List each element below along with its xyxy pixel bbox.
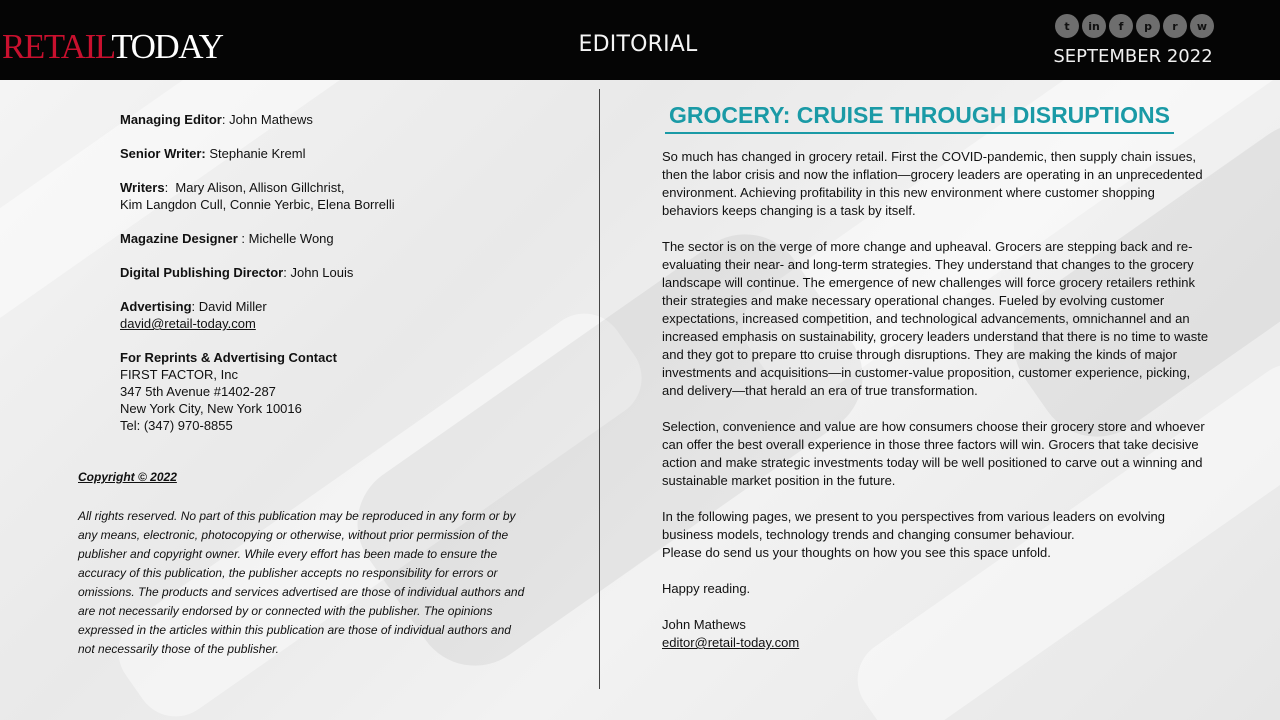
reprints-address-1: 347 5th Avenue #1402-287 [120,384,276,399]
senior-writer-label: Senior Writer: [120,146,206,161]
top-bar [0,0,1280,80]
separator: : [221,112,230,127]
article-headline: GROCERY: CRUISE THROUGH DISRUPTIONS [665,100,1174,134]
logo-part-today: TODAY [111,27,223,66]
signature-name: John Mathews [662,617,746,632]
managing-editor-row [120,111,580,128]
reprints-row [120,349,580,434]
article-paragraph-1: So much has changed in grocery retail. First the COVID-pandemic, then supply chain issues, then the labor crisis and now the inflation—grocery leaders are operating in an unprecedented environment. Achieving profitability in this new environment where customer shopping behaviors keeps changing is a task by itself. [662,149,1203,218]
article-paragraph-2: The sector is on the verge of more change and upheaval. Grocers are stepping back and re-evaluating their near- and long-term strategies. They understand that changes to the grocery landscape will continue. The emergence of new challenges will force grocery retailers rethink their strategies and make necessary operational changes. Fueled by evolving customer expectations, increased competition, and technological advancements, omnichannel and an increased emphasis on sustainability, grocery leaders understand that there is no time to waste and they got to prepare tto cruise through disruptions. They are making the kinds of major investments and acquisitions—in customer-value proposition, customer experience, picking, and delivery—that herald an era of true transformation. [662,239,1209,398]
article-paragraph-5: Happy reading. [662,581,751,596]
copyright-block [78,469,528,659]
advertising-label: Advertising [120,299,192,314]
writers-line-2: Kim Langdon Cull, Connie Yerbic, Elena Borrelli [120,197,395,212]
retail-today-logo[interactable] [2,27,223,67]
senior-writer-name: Stephanie Kreml [209,146,306,161]
twitter-icon[interactable]: t [1055,14,1079,38]
issue-date: SEPTEMBER 2022 [1053,46,1213,67]
article-paragraph-4 [662,508,1210,562]
reprints-label: For Reprints & Advertising Contact [120,350,337,365]
digital-director-label: Digital Publishing Director [120,265,284,280]
advertising-email-link[interactable]: david@retail-today.com [120,316,256,331]
digital-director-name: John Louis [290,265,354,280]
separator: : [283,265,291,280]
managing-editor-name: John Mathews [229,112,313,127]
writers-line-1: Mary Alison, Allison Gillchrist, [175,180,345,195]
article-paragraph-3: Selection, convenience and value are how consumers choose their grocery store and whoever can offer the best overall experience in those three factors will win. Grocers that take decisive action and make strategic investments today will be well positioned to carve out a winning and sustainable market position in the future. [662,419,1205,488]
masthead [120,111,580,451]
section-title: EDITORIAL [578,32,698,57]
logo-part-retail: RETAIL [2,27,112,66]
writers-label: Writers [120,180,165,195]
digital-director-row [120,264,580,281]
linkedin-icon[interactable]: in [1082,14,1106,38]
separator: : [237,231,249,246]
whatsapp-icon[interactable]: w [1190,14,1214,38]
designer-label: Magazine Designer [120,231,238,246]
article-body [662,148,1210,670]
article-paragraph-4b: Please do send us your thoughts on how you see this space unfold. [662,545,1051,560]
reprints-address-2: New York City, New York 10016 [120,401,302,416]
signature-email-link[interactable]: editor@retail-today.com [662,635,800,650]
senior-writer-row [120,145,580,162]
designer-row [120,230,580,247]
writers-row [120,179,580,213]
reprints-company: FIRST FACTOR, Inc [120,367,238,382]
article-paragraph-4a: In the following pages, we present to you perspectives from various leaders on evolving business models, technology trends and changing consumer behaviour. [662,509,1165,542]
pinterest-icon[interactable]: p [1136,14,1160,38]
managing-editor-label: Managing Editor [120,112,222,127]
reddit-icon[interactable]: r [1163,14,1187,38]
advertising-name: David Miller [198,299,267,314]
column-divider [599,89,600,689]
facebook-icon[interactable]: f [1109,14,1133,38]
reprints-tel: Tel: (347) 970-8855 [120,418,233,433]
article-signature [662,616,1210,652]
designer-name: Michelle Wong [248,231,334,246]
separator: : [191,299,199,314]
advertising-row [120,298,580,332]
copyright-text: All rights reserved. No part of this publication may be reproduced in any form or by any means, electronic, photocopying or otherwise, without prior permission of the publisher and copyright owner. While every effort has been made to ensure the accuracy of this publication, the publisher accepts no responsibility for errors or omissions. The products and services advertised are those of individual authors and are not necessarily endorsed by or connected with the publisher. The opinions expressed in the articles within this publication are those of individual authors and not necessarily those of the publisher. [78,509,525,656]
separator: : [164,180,176,195]
copyright-title: Copyright © 2022 [78,470,177,484]
social-share-bar [1055,14,1214,38]
